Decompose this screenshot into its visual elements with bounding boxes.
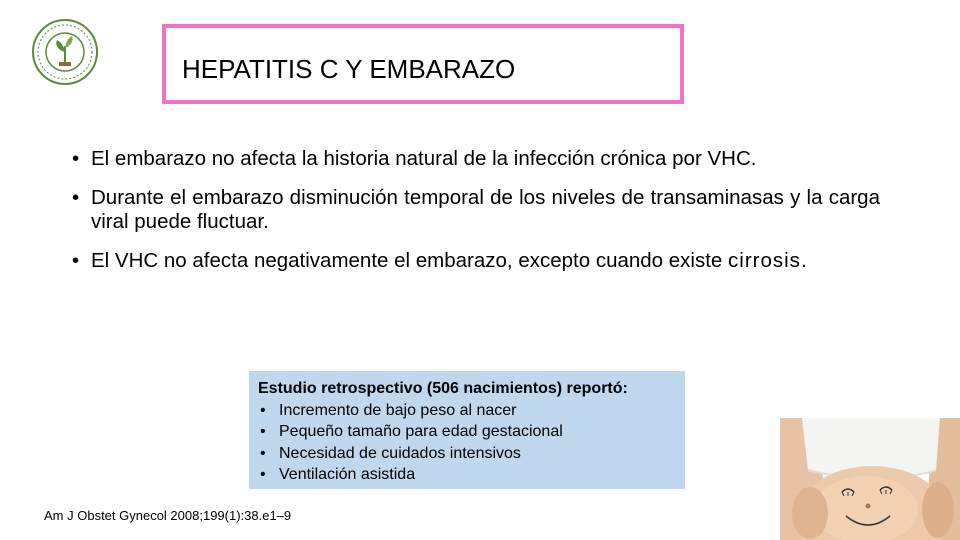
study-finding-text: Pequeño tamaño para edad gestacional	[279, 423, 563, 440]
bullet-marker: •	[72, 186, 80, 209]
bullet-marker: •	[72, 249, 80, 272]
bullet-item	[72, 147, 880, 171]
study-bullet-marker: •	[260, 466, 266, 483]
study-findings-list	[258, 400, 677, 486]
main-bullet-list	[72, 147, 880, 288]
bullet-text: El embarazo no afecta la historia natural de la infección crónica por VHC.	[91, 147, 757, 170]
bullet-text-end: .	[800, 249, 807, 272]
study-bullet-marker: •	[260, 423, 266, 440]
study-finding	[258, 421, 677, 443]
study-finding-text: Ventilación asistida	[279, 466, 416, 483]
bullet-emphasis: cirrosis	[728, 249, 801, 272]
study-title: Estudio retrospectivo (506 nacimientos) reportó:	[258, 380, 628, 397]
study-finding	[258, 464, 677, 486]
study-finding	[258, 443, 677, 465]
bullet-text: El VHC no afecta negativamente el embarazo, excepto cuando existe	[91, 249, 729, 272]
slide-title: HEPATITIS C Y EMBARAZO	[182, 54, 516, 84]
pregnant-belly-image	[780, 418, 960, 540]
bullet-item	[72, 249, 880, 273]
bullet-item	[72, 186, 880, 234]
institution-seal-icon	[31, 18, 99, 86]
study-summary-box	[249, 371, 685, 489]
study-bullet-marker: •	[260, 401, 266, 419]
bullet-text: Durante el embarazo disminución temporal de los niveles de transaminasas y la carga viral puede fluctuar.	[91, 186, 880, 233]
bullet-marker: •	[72, 147, 80, 170]
study-bullet-marker: •	[260, 444, 266, 462]
study-finding	[258, 400, 677, 422]
citation-reference: Am J Obstet Gynecol 2008;199(1):38.e1–9	[44, 508, 292, 523]
study-finding-text: Incremento de bajo peso al nacer	[279, 401, 517, 419]
title-box	[162, 24, 684, 104]
study-finding-text: Necesidad de cuidados intensivos	[279, 444, 521, 462]
